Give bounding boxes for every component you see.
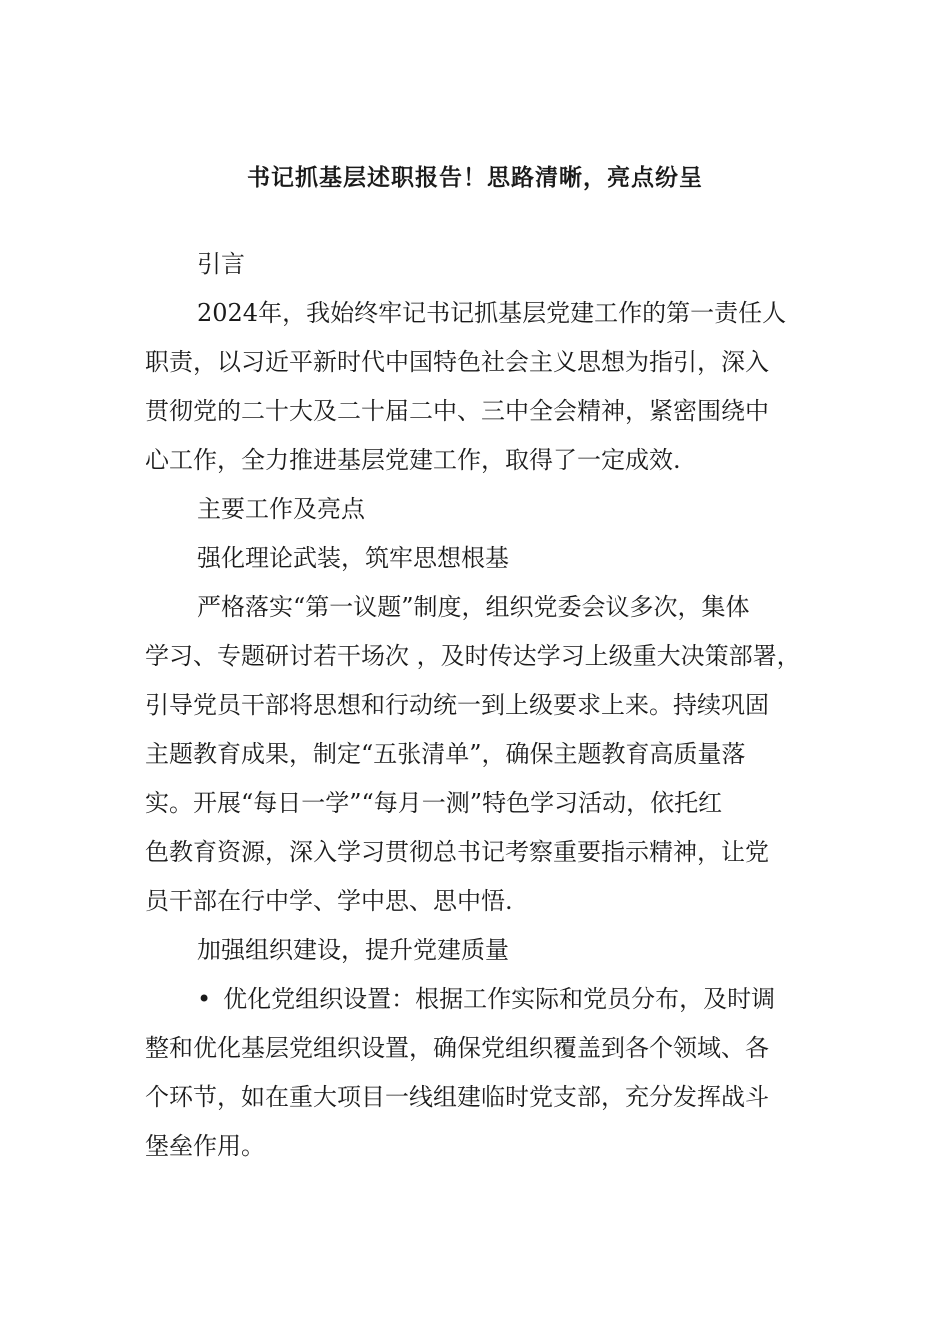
bullet-icon: •	[197, 985, 212, 1013]
paragraph-line: 贯彻党的二十大及二十届二中、三中全会精神，紧密围绕中	[145, 397, 769, 425]
paragraph-line: 色教育资源，深入学习贯彻总书记考察重要指示精神，让党	[145, 838, 769, 866]
paragraph-line: 职责，以习近平新时代中国特色社会主义思想为指引，深入	[145, 348, 769, 376]
paragraph-line: 严格落实“第一议题”制度，组织党委会议多次，集体	[197, 593, 750, 621]
paragraph-line: 个环节，如在重大项目一线组建临时党支部，充分发挥战斗	[145, 1083, 769, 1111]
paragraph-line: 堡垒作用。	[145, 1132, 265, 1160]
paragraph-line: 整和优化基层党组织设置，确保党组织覆盖到各个领域、各	[145, 1034, 769, 1062]
subsection-heading-organization: 加强组织建设，提升党建质量	[197, 936, 509, 964]
intro-paragraph	[145, 289, 817, 485]
bullet-line	[145, 975, 817, 1024]
bullet-item	[145, 975, 817, 1171]
theory-paragraph	[145, 583, 817, 926]
paragraph-line: 员干部在行中学、学中思、思中悟.	[145, 887, 513, 915]
intro-heading: 引言	[197, 250, 245, 278]
paragraph-line: 实。开展“每日一学”“每月一测”特色学习活动，依托红	[145, 789, 723, 817]
paragraph-line: 引导党员干部将思想和行动统一到上级要求上来。持续巩固	[145, 691, 769, 719]
bullet-text: 优化党组织设置：根据工作实际和党员分布，及时调	[223, 985, 776, 1013]
paragraph-line: 2024年，我始终牢记书记抓基层党建工作的第一责任人	[197, 299, 787, 327]
document-body	[145, 240, 817, 1171]
paragraph-line: 心工作，全力推进基层党建工作，取得了一定成效.	[145, 446, 681, 474]
paragraph-line: 学习、专题研讨若干场次 ，及时传达学习上级重大决策部署，	[145, 642, 801, 670]
subsection-heading-theory: 强化理论武装，筑牢思想根基	[197, 544, 509, 572]
paragraph-line: 主题教育成果，制定“五张清单”，确保主题教育高质量落	[145, 740, 746, 768]
main-heading: 主要工作及亮点	[197, 495, 365, 523]
document-title: 书记抓基层述职报告！思路清晰，亮点纷呈	[247, 164, 703, 191]
